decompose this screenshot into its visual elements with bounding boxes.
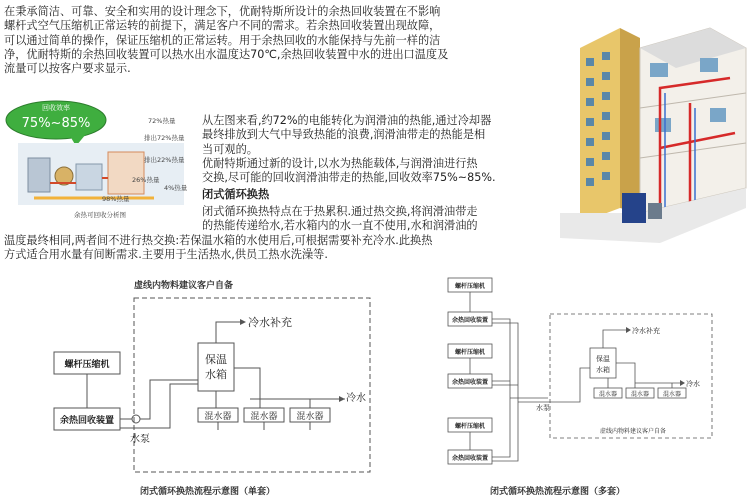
compressor-label: 螺杆压缩机 bbox=[64, 360, 110, 370]
intro-line: 净，优耐特斯的余热回收装置可以热水出水温度达70℃,余热回收装置中水的进出口温度及 bbox=[4, 47, 449, 61]
pump-label: 水泵 bbox=[536, 404, 550, 412]
intro-line: 在秉承简洁、可靠、安全和实用的设计理念下，优耐特斯所设计的余热回收装置在不影响 bbox=[4, 5, 441, 18]
mixer-label: 混水器 bbox=[204, 412, 232, 422]
explanation-line: 最终排放到大气中导致热能的浪费,润滑油带走的热能是相 bbox=[202, 128, 486, 142]
recovery-label: 余热回收装置 bbox=[451, 379, 489, 386]
tank-line1: 保温 bbox=[205, 353, 227, 366]
tank-line2: 水箱 bbox=[596, 366, 610, 374]
explanation-line: 优耐特斯通过新的设计,以水为热能载体,与润滑油进行热 bbox=[202, 156, 478, 170]
single-caption: 闭式循环换热流程示意图（单套） bbox=[140, 487, 276, 497]
cold-water: 冷水 bbox=[686, 380, 700, 388]
cold-water-refill: 冷水补充 bbox=[632, 327, 660, 335]
intro-line: 流量可以按客户要求显示. bbox=[4, 62, 131, 76]
compressor-label: 螺杆压缩机 bbox=[454, 423, 486, 430]
intro-line: 可以通过简单的操作，保证压缩机的正常运转。用于余热回收的水能保持与先前一样的洁 bbox=[4, 33, 441, 47]
mixer-label: 混水器 bbox=[630, 391, 650, 398]
bubble-value: 75%~85% bbox=[21, 116, 91, 131]
closed-loop-line: 闭式循环换热特点在于热累积.通过热交换,将润滑油带走 bbox=[202, 205, 478, 218]
pct-22: 排出22%热量 bbox=[144, 156, 185, 164]
tank-line1: 保温 bbox=[596, 355, 610, 363]
closed-loop-paragraph-wide bbox=[4, 234, 432, 263]
intro-line: 螺杆式空气压缩机正常运转的前提下，满足客户不同的需求。若余热回收装置出现故障， bbox=[4, 19, 441, 33]
explanation-line: 当可观的。 bbox=[202, 142, 258, 156]
explanation-paragraph bbox=[202, 114, 496, 185]
pct-72: 72%热量 bbox=[148, 117, 176, 125]
recovery-label: 余热回收装置 bbox=[451, 317, 489, 324]
tank-line2: 水箱 bbox=[205, 368, 227, 381]
recovery-label: 余热回收装置 bbox=[451, 455, 489, 462]
multi-caption: 闭式循环换热流程示意图（多套） bbox=[490, 487, 626, 497]
bubble-label: 回收效率 bbox=[42, 104, 70, 112]
closed-loop-line: 方式适合用水量有间断需求.主要用于生活热水,供员工热水洗澡等. bbox=[4, 248, 328, 262]
closed-loop-line: 的热能传递给水,若水箱内的水一直不使用,水和润滑油的 bbox=[202, 219, 478, 233]
mixer-label: 混水器 bbox=[250, 412, 278, 422]
heat-recovery-analysis-diagram bbox=[4, 98, 200, 222]
closed-loop-heading: 闭式循环换热 bbox=[202, 188, 270, 201]
pump-label: 水泵 bbox=[130, 434, 150, 445]
pct-98: 98%热量 bbox=[102, 195, 130, 203]
diagram-caption: 余热可回收分析图 bbox=[74, 211, 126, 219]
intro-paragraph bbox=[4, 5, 448, 76]
multi-set-flow-diagram bbox=[430, 268, 755, 502]
dashed-title: 虚线内物料建议客户自备 bbox=[134, 281, 234, 291]
single-set-flow-diagram bbox=[0, 268, 410, 502]
tank-box bbox=[198, 343, 234, 391]
mixer-label: 混水器 bbox=[296, 412, 324, 422]
pct-72-loss: 排出72%热量 bbox=[144, 134, 185, 142]
dashed-boundary bbox=[550, 314, 712, 438]
recovery-label: 余热回收装置 bbox=[59, 416, 115, 426]
closed-loop-paragraph bbox=[202, 205, 478, 234]
explanation-line: 从左图来看,约72%的电能转化为润滑油的热能,通过冷却器 bbox=[202, 114, 492, 127]
compressor-label: 螺杆压缩机 bbox=[454, 349, 486, 356]
pct-26: 26%热量 bbox=[132, 176, 160, 184]
compressor-label: 螺杆压缩机 bbox=[454, 283, 486, 290]
cold-water: 冷水 bbox=[346, 393, 366, 404]
building-illustration bbox=[560, 8, 750, 248]
cold-water-refill: 冷水补充 bbox=[248, 316, 292, 329]
mixer-label: 混水器 bbox=[598, 391, 618, 398]
pct-4: 4%热量 bbox=[164, 184, 188, 192]
dashed-note: 虚线内物料建议客户自备 bbox=[600, 428, 667, 435]
closed-loop-line: 温度最终相同,两者间不进行热交换:若保温水箱的水使用后,可根据需要补充冷水.此换热 bbox=[4, 234, 433, 247]
mixer-label: 混水器 bbox=[662, 391, 682, 398]
explanation-line: 交换,尽可能的回收润滑油带走的热能,回收效率75%~85%. bbox=[202, 171, 496, 185]
